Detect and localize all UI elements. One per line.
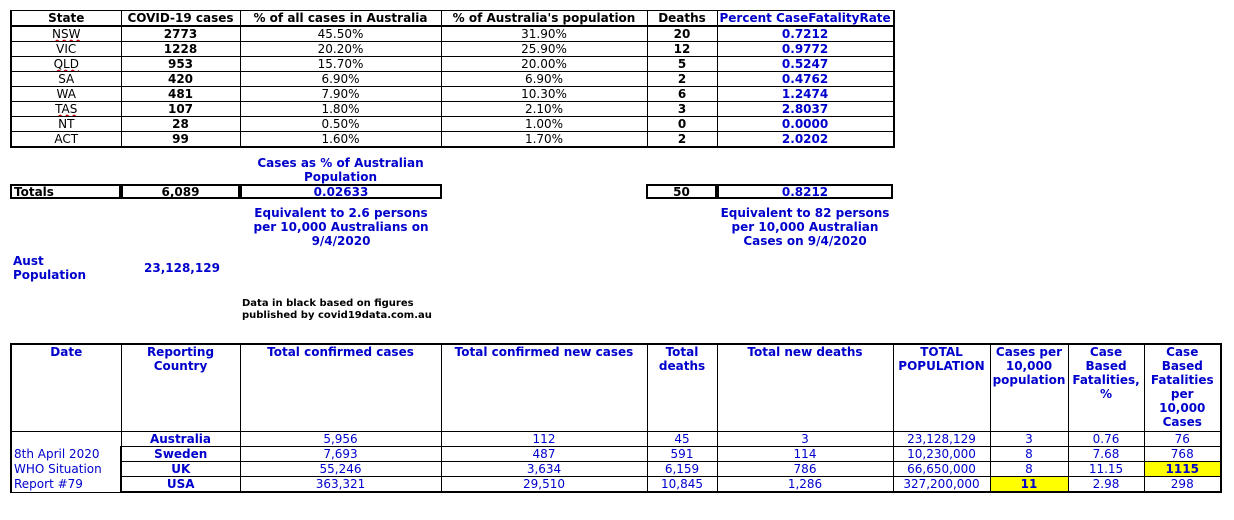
cfr-pct: 11.15 xyxy=(1068,462,1144,477)
total-deaths: 10,845 xyxy=(647,477,717,493)
state-pct-cases: 20.20% xyxy=(240,42,441,57)
total-cases: 5,956 xyxy=(240,432,441,447)
state-pct-pop: 31.90% xyxy=(441,26,647,42)
state-pct-pop: 1.70% xyxy=(441,132,647,148)
new-deaths: 3 xyxy=(717,432,893,447)
header-date: Date xyxy=(11,344,121,432)
fat-per-10k: 1115 xyxy=(1144,462,1221,477)
header-total-deaths: Total deaths xyxy=(647,344,717,432)
header-pct-cases: % of all cases in Australia xyxy=(240,11,441,27)
data-source-note: Data in black based on figures published by covid19data.com.au xyxy=(242,298,432,321)
state-cfr: 2.8037 xyxy=(717,102,894,117)
report-date: 8th April 2020 WHO Situation Report #79 xyxy=(11,432,121,493)
state-cases: 953 xyxy=(121,57,240,72)
country-name: Sweden xyxy=(121,447,240,462)
cfr-pct: 0.76 xyxy=(1068,432,1144,447)
population: 327,200,000 xyxy=(893,477,990,493)
new-cases: 112 xyxy=(441,432,647,447)
state-deaths: 20 xyxy=(647,26,717,42)
new-cases: 487 xyxy=(441,447,647,462)
state-deaths: 6 xyxy=(647,87,717,102)
state-pct-cases: 15.70% xyxy=(240,57,441,72)
state-row xyxy=(11,117,894,132)
new-deaths: 114 xyxy=(717,447,893,462)
who-table-header xyxy=(11,344,1221,432)
state-pct-pop: 1.00% xyxy=(441,117,647,132)
state-pct-cases: 45.50% xyxy=(240,26,441,42)
header-fat-per-10k: Case Based Fatalities per 10,000 Cases xyxy=(1144,344,1221,432)
equiv-left-note: Equivalent to 2.6 persons per 10,000 Australians on 9/4/2020 xyxy=(253,206,429,248)
state-cases: 420 xyxy=(121,72,240,87)
totals-label: Totals xyxy=(10,184,121,199)
who-row xyxy=(11,462,1221,477)
state-name: ACT xyxy=(11,132,121,148)
cfr-pct: 2.98 xyxy=(1068,477,1144,493)
who-row xyxy=(11,432,1221,447)
population: 10,230,000 xyxy=(893,447,990,462)
total-deaths: 6,159 xyxy=(647,462,717,477)
state-row xyxy=(11,132,894,148)
new-cases: 29,510 xyxy=(441,477,647,493)
state-cfr: 0.5247 xyxy=(717,57,894,72)
state-row xyxy=(11,87,894,102)
state-deaths: 0 xyxy=(647,117,717,132)
state-name: QLD xyxy=(53,57,79,71)
state-row xyxy=(11,72,894,87)
state-deaths: 5 xyxy=(647,57,717,72)
country-name: Australia xyxy=(121,432,240,447)
who-row xyxy=(11,447,1221,462)
state-table-header xyxy=(11,11,894,27)
country-name: UK xyxy=(121,462,240,477)
state-deaths: 3 xyxy=(647,102,717,117)
state-row xyxy=(11,26,894,42)
total-cases: 7,693 xyxy=(240,447,441,462)
total-cases: 363,321 xyxy=(240,477,441,493)
state-cfr: 0.0000 xyxy=(717,117,894,132)
state-pct-cases: 6.90% xyxy=(240,72,441,87)
state-name: SA xyxy=(11,72,121,87)
total-deaths: 45 xyxy=(647,432,717,447)
header-deaths: Deaths xyxy=(647,11,717,27)
state-pct-pop: 6.90% xyxy=(441,72,647,87)
state-cases: 481 xyxy=(121,87,240,102)
state-pct-pop: 20.00% xyxy=(441,57,647,72)
state-name: NSW xyxy=(52,27,81,41)
header-cases-per-10k: Cases per 10,000 population xyxy=(990,344,1068,432)
total-deaths: 591 xyxy=(647,447,717,462)
state-deaths: 2 xyxy=(647,132,717,148)
state-pct-cases: 0.50% xyxy=(240,117,441,132)
state-pct-pop: 2.10% xyxy=(441,102,647,117)
state-cases: 99 xyxy=(121,132,240,148)
header-total-cases: Total confirmed cases xyxy=(240,344,441,432)
fat-per-10k: 768 xyxy=(1144,447,1221,462)
total-cases: 55,246 xyxy=(240,462,441,477)
totals-cases: 6,089 xyxy=(121,184,240,199)
totals-pct-population: 0.02633 xyxy=(240,184,442,199)
state-pct-cases: 1.80% xyxy=(240,102,441,117)
country-name: USA xyxy=(121,477,240,493)
aust-population-value: 23,128,129 xyxy=(144,261,220,275)
state-deaths: 2 xyxy=(647,72,717,87)
totals-deaths: 50 xyxy=(646,184,717,199)
state-cases: 1228 xyxy=(121,42,240,57)
new-cases: 3,634 xyxy=(441,462,647,477)
state-row xyxy=(11,42,894,57)
population: 66,650,000 xyxy=(893,462,990,477)
state-name: NT xyxy=(11,117,121,132)
header-cases: COVID-19 cases xyxy=(121,11,240,27)
cases-per-10k: 8 xyxy=(990,447,1068,462)
header-state: State xyxy=(11,11,121,27)
state-name: WA xyxy=(11,87,121,102)
cases-per-10k: 3 xyxy=(990,432,1068,447)
header-cfr-pct: Case Based Fatalities, % xyxy=(1068,344,1144,432)
state-cfr: 2.0202 xyxy=(717,132,894,148)
equiv-right-note: Equivalent to 82 persons per 10,000 Australian Cases on 9/4/2020 xyxy=(720,206,890,248)
state-row xyxy=(11,57,894,72)
state-name: TAS xyxy=(55,102,78,116)
state-pct-cases: 7.90% xyxy=(240,87,441,102)
state-row xyxy=(11,102,894,117)
state-cfr: 0.4762 xyxy=(717,72,894,87)
state-cases: 2773 xyxy=(121,26,240,42)
header-new-deaths: Total new deaths xyxy=(717,344,893,432)
state-deaths: 12 xyxy=(647,42,717,57)
cases-per-10k: 8 xyxy=(990,462,1068,477)
header-population: TOTAL POPULATION xyxy=(893,344,990,432)
fat-per-10k: 298 xyxy=(1144,477,1221,493)
state-cfr: 0.7212 xyxy=(717,26,894,42)
who-report-table xyxy=(10,343,1222,493)
population: 23,128,129 xyxy=(893,432,990,447)
state-table xyxy=(10,10,895,148)
header-cfr: Percent CaseFatalityRate xyxy=(717,11,894,27)
fat-per-10k: 76 xyxy=(1144,432,1221,447)
new-deaths: 1,286 xyxy=(717,477,893,493)
state-cases: 28 xyxy=(121,117,240,132)
state-name: VIC xyxy=(11,42,121,57)
new-deaths: 786 xyxy=(717,462,893,477)
header-pct-pop: % of Australia's population xyxy=(441,11,647,27)
state-cfr: 1.2474 xyxy=(717,87,894,102)
state-cases: 107 xyxy=(121,102,240,117)
header-new-cases: Total confirmed new cases xyxy=(441,344,647,432)
totals-cfr: 0.8212 xyxy=(717,184,893,199)
state-cfr: 0.9772 xyxy=(717,42,894,57)
cases-per-10k: 11 xyxy=(990,477,1068,493)
who-row xyxy=(11,477,1221,493)
header-country: Reporting Country xyxy=(121,344,240,432)
cfr-pct: 7.68 xyxy=(1068,447,1144,462)
cases-pct-label: Cases as % of Australian Population xyxy=(257,156,424,184)
state-pct-pop: 10.30% xyxy=(441,87,647,102)
state-pct-pop: 25.90% xyxy=(441,42,647,57)
aust-population-label: Aust Population xyxy=(13,254,87,282)
state-pct-cases: 1.60% xyxy=(240,132,441,148)
